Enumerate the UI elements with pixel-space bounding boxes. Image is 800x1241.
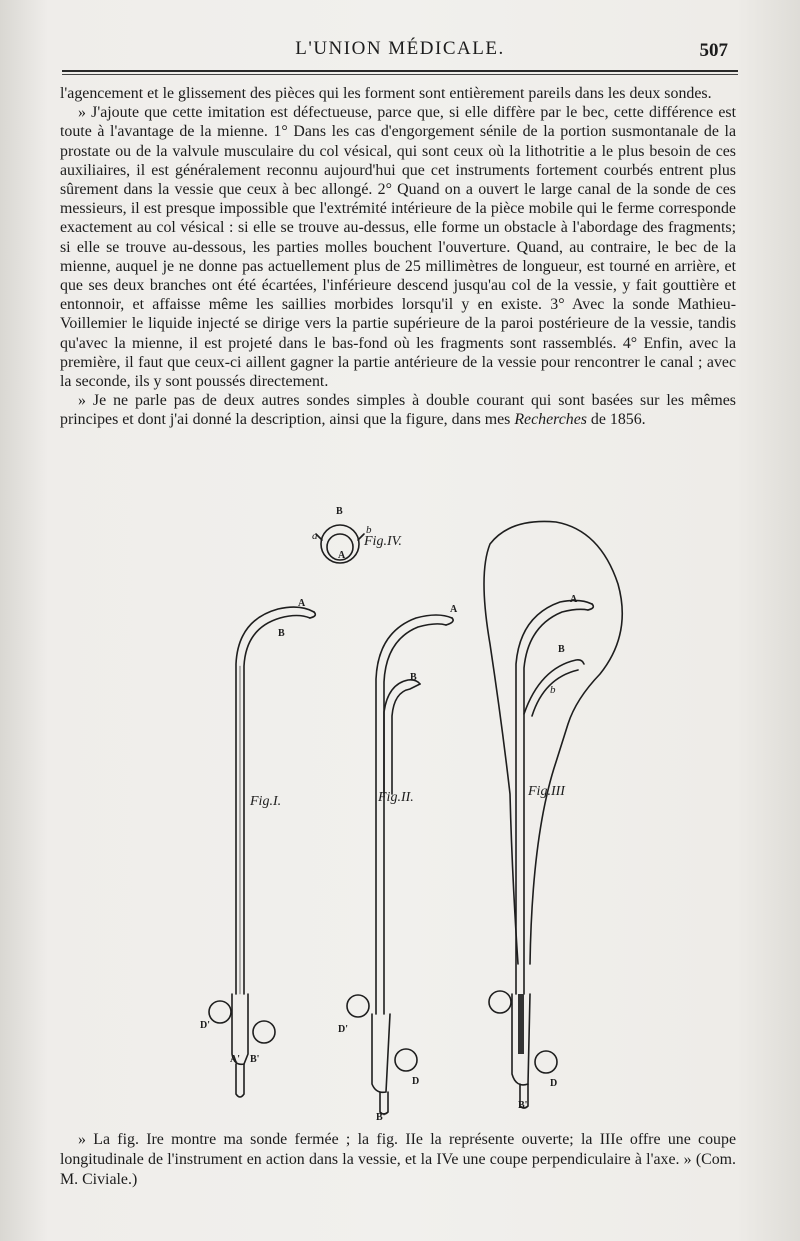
fig2-letter-d2: D'	[338, 1024, 348, 1035]
fig4-letter-b-small: b	[366, 524, 372, 536]
fig2-letter-a: A	[450, 604, 458, 615]
fig4-letter-b: B	[336, 506, 343, 517]
paragraph-3	[60, 391, 736, 429]
paragraph-2: » J'ajoute que cette imitation est défectueuse, parce que, si elle diffère par le bec, cette différence est toute à l'avantage de la mienne. 1° Dans les cas d'engorgement sénile de la portion susmontanale de la prostate ou de la valvule musculaire du col vésical, qui sont ceux où la lithotritie a le plus besoin de ces auxiliaires, il est généralement reconnu aujourd'hui que cet instruments fortement courbés entrent plus sûrement dans la vessie que ceux à bec allongé. 2° Quand on a ouvert le large canal de la sonde de ces messieurs, il est presque impossible que l'extrémité intérieure de la pièce mobile qui le ferme corresponde exactement au col vésical : si elle se trouve au-dessus, elle forme un obstacle à l'abordage des fragments; si elle se trouve au-dessous, les parties molles bouchent l'ouverture. Quand, au contraire, le bec de la mienne, auquel je ne donne pas actuellement plus de 25 millimètres de longueur, est tourné en arrière, et que ses deux branches ont été écartées, l'inférieure descend jusqu'au col de la vessie, y fait gouttière et entonnoir, et affaisse même les saillies morbides lorsqu'il y en existe. 3° Avec la sonde Mathieu-Voillemier le liquide injecté se dirige vers la partie supérieure de la paroi postérieure de la vessie, tandis qu'avec la mienne, il est projeté dans le bas-fond où les fragments sont rassemblés. 4° Enfin, avec la première, il faut que ceux-ci aillent gagner la partie antérieure de la vessie pour rencontrer le canal ; avec la seconde, ils y sont poussés directement.	[60, 104, 736, 391]
paragraph-3-tail: de 1856.	[586, 411, 646, 429]
running-head	[0, 38, 800, 64]
fig2-letter-b2: B'	[376, 1112, 386, 1123]
header-rule	[62, 70, 738, 72]
figure-caption: » La fig. Ire montre ma sonde fermée ; la fig. IIe la représente ouverte; la IIIe offre une coupe longitudinale de l'instrument en action dans la vessie, et la IVe une coupe perpendiculaire à l'axe. » (Com. M. Civiale.)	[60, 1131, 736, 1188]
fig2-letter-d: D	[412, 1076, 420, 1087]
fig2-letter-b: B	[410, 672, 417, 683]
fig3-letter-b-small: b	[550, 684, 556, 696]
page-number: 507	[699, 40, 728, 61]
fig1-letter-a2: A'	[230, 1054, 240, 1065]
fig3-letter-a: A	[570, 594, 578, 605]
fig1-letter-d2: D'	[200, 1020, 210, 1031]
fig4-letter-a: A	[338, 550, 346, 561]
fig3-label: Fig.III	[528, 784, 565, 799]
fig3-letter-d: D	[550, 1078, 558, 1089]
sonde-engraving	[180, 494, 640, 1130]
paragraph-3-italic: Recherches	[514, 411, 587, 429]
fig4-label: Fig.IV.	[364, 534, 402, 549]
engraving-figure	[180, 494, 640, 1130]
fig3-sonde	[484, 521, 622, 1108]
fig1-label: Fig.I.	[250, 794, 282, 809]
paragraph-3-lead: » Je ne parle pas de deux autres sondes simples à double courant qui sont basées sur les mêmes principes et dont j'ai donné la description, ainsi que la figure, dans mes	[60, 392, 736, 429]
fig2-label: Fig.II.	[378, 790, 414, 805]
fig1-sonde	[209, 607, 315, 1097]
paragraph-1: l'agencement et le glissement des pièces qui les forment sont entièrement pareils dans les deux sondes.	[60, 85, 712, 102]
fig2-sonde	[347, 615, 453, 1114]
fig3-letter-b2: B'	[518, 1100, 528, 1111]
fig1-letter-b2: B'	[250, 1054, 260, 1065]
fig4-letter-a-small: a	[312, 530, 318, 542]
running-title: L'UNION MÉDICALE.	[295, 38, 505, 59]
body-text	[60, 84, 736, 430]
fig1-letter-b: B	[278, 628, 285, 639]
fig1-letter-a: A	[298, 598, 306, 609]
fig3-letter-b: B	[558, 644, 565, 655]
header-rule-thin	[62, 74, 738, 75]
